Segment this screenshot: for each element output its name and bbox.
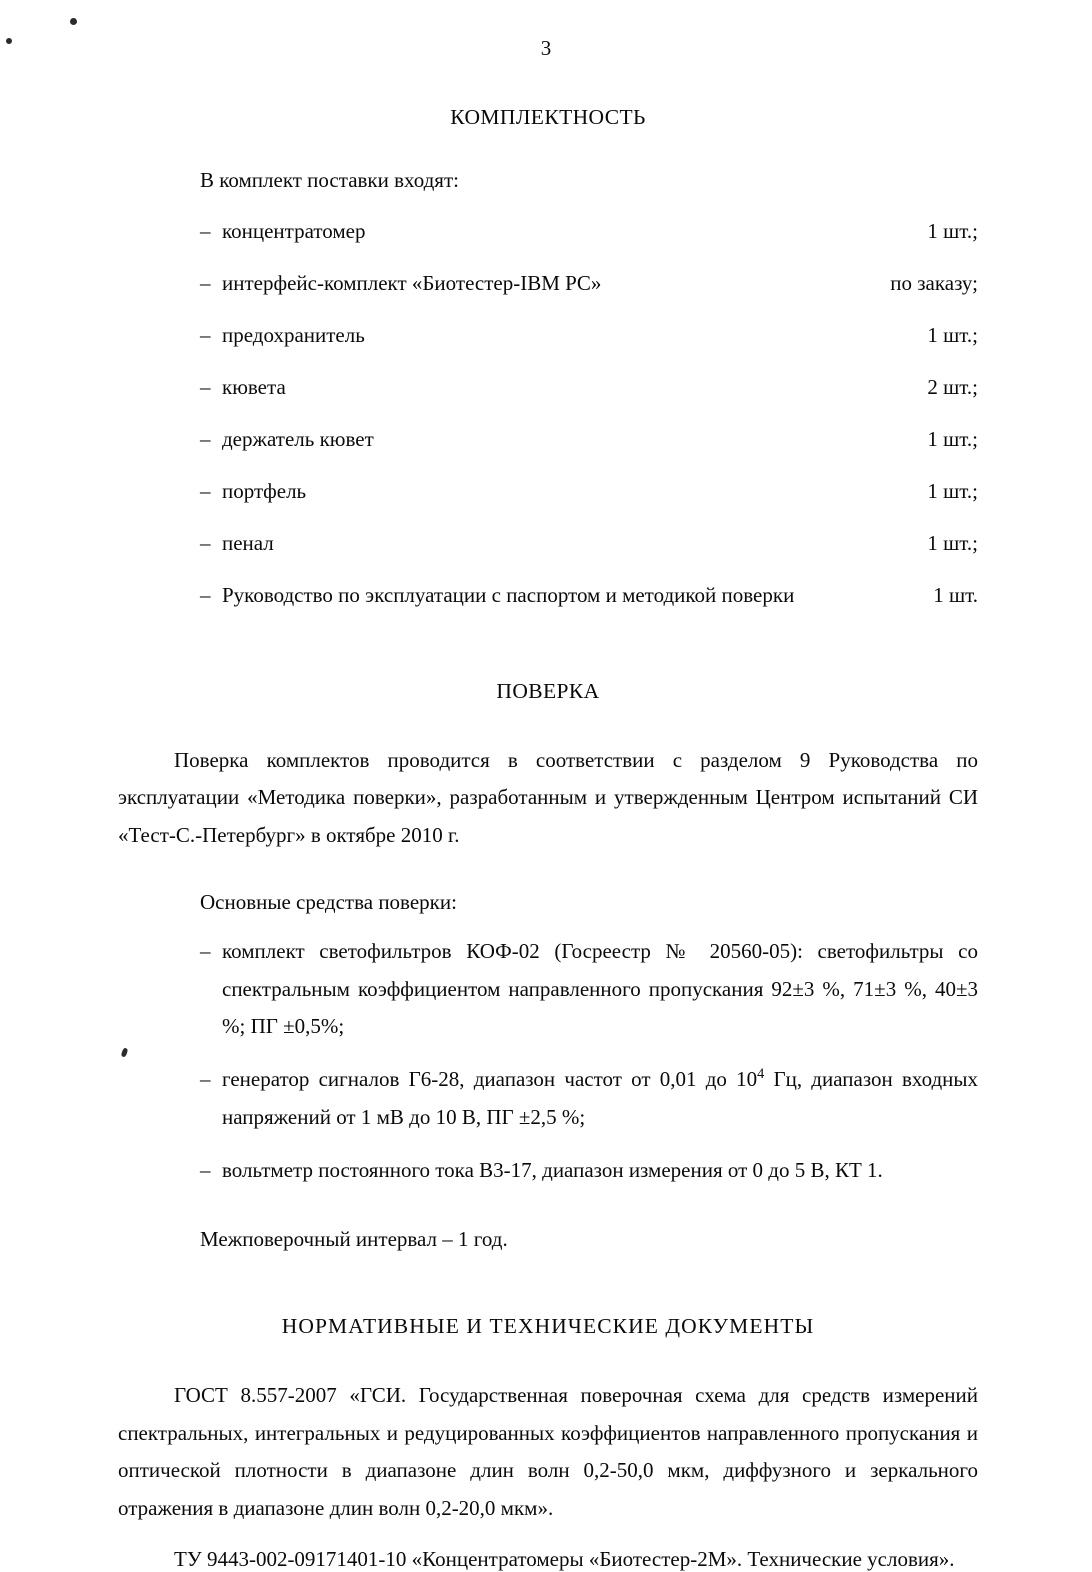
list-dash: – bbox=[200, 479, 211, 503]
list-item-quantity: 2 шт.; bbox=[927, 375, 978, 399]
list-dash: – bbox=[200, 323, 211, 347]
list-item bbox=[118, 583, 978, 608]
list-item-label: предохранитель bbox=[222, 323, 365, 347]
verification-interval: Межповерочный интервал – 1 год. bbox=[200, 1227, 508, 1252]
spacer bbox=[118, 868, 978, 890]
section-title-documents: НОРМАТИВНЫЕ И ТЕХНИЧЕСКИЕ ДОКУМЕНТЫ bbox=[281, 1314, 815, 1339]
list-item-text-main: комплект светофильтров КОФ-02 (Госреестр № 20560-05): светофильтры со спектральным коэффициентом направленного пропускания 92±3 %, 71±3 %, 40±3 %; ПГ ±0,5%; bbox=[222, 939, 978, 1038]
kit-list bbox=[118, 219, 978, 608]
list-item-quantity: 1 шт.; bbox=[927, 531, 978, 555]
list-item-text bbox=[222, 1061, 978, 1136]
verification-means-list bbox=[118, 933, 978, 1189]
list-dash: – bbox=[200, 219, 211, 243]
list-item-quantity: 1 шт.; bbox=[927, 427, 978, 451]
section-title-verification: ПОВЕРКА bbox=[496, 679, 600, 703]
list-item-label: концентратомер bbox=[222, 219, 366, 243]
list-item bbox=[118, 219, 978, 244]
list-item-quantity: по заказу; bbox=[890, 271, 978, 295]
list-item bbox=[118, 375, 978, 400]
page-content bbox=[118, 105, 978, 1572]
list-item-label: кювета bbox=[222, 375, 286, 399]
list-item-text-superscript: 4 bbox=[757, 1066, 765, 1083]
list-dash: – bbox=[200, 583, 211, 607]
list-dash: – bbox=[200, 531, 211, 555]
list-item bbox=[118, 933, 978, 1045]
documents-paragraph-gost: ГОСТ 8.557-2007 «ГСИ. Государственная поверочная схема для средств измерений спектральных, интегральных и редуцированных коэффициентов направленного пропускания и оптической плотности в диапазоне длин волн 0,2-50,0 мкм, диффузного и зеркального отражения в диапазоне длин волн 0,2-20,0 мкм». bbox=[118, 1383, 978, 1520]
list-item-text bbox=[222, 933, 978, 1045]
list-item bbox=[118, 427, 978, 452]
page-number: 3 bbox=[540, 36, 552, 60]
list-item bbox=[118, 1152, 978, 1189]
verification-paragraph: Поверка комплектов проводится в соответствии с разделом 9 Руководства по эксплуатации «Методика поверки», разработанным и утвержденным Центром испытаний СИ «Тест-С.-Петербург» в октябре 2010 г. bbox=[118, 748, 978, 847]
spacer bbox=[118, 1270, 978, 1314]
list-item bbox=[118, 271, 978, 296]
kit-lead-text: В комплект поставки входят: bbox=[200, 168, 459, 192]
list-item-label: держатель кювет bbox=[222, 427, 374, 451]
spacer bbox=[118, 635, 978, 679]
list-dash: – bbox=[200, 375, 211, 399]
list-dash: – bbox=[200, 939, 211, 964]
list-item-text-main: генератор сигналов Г6-28, диапазон частот от 0,01 до 10 bbox=[222, 1067, 758, 1092]
list-item-label: пенал bbox=[222, 531, 274, 555]
list-dash: – bbox=[200, 1158, 211, 1182]
list-dash: – bbox=[200, 427, 211, 451]
list-item-quantity: 1 шт. bbox=[933, 583, 978, 607]
list-dash: – bbox=[200, 271, 211, 295]
documents-paragraph-tu: ТУ 9443-002-09171401-10 «Концентратомеры «Биотестер-2М». Технические условия». bbox=[174, 1546, 955, 1571]
list-item-text-tail: Гц, диапазон входных напряжений от 1 мВ до 10 В, ПГ ±2,5 %; bbox=[222, 1067, 978, 1129]
list-item bbox=[118, 531, 978, 556]
list-item-quantity: 1 шт.; bbox=[927, 323, 978, 347]
list-item bbox=[118, 323, 978, 348]
list-item-quantity: 1 шт.; bbox=[927, 479, 978, 503]
spacer bbox=[118, 1205, 978, 1227]
list-item bbox=[118, 1061, 978, 1136]
list-item-text bbox=[222, 1152, 978, 1189]
scan-speck bbox=[70, 18, 77, 25]
list-item-quantity: 1 шт.; bbox=[927, 219, 978, 243]
list-item-label: Руководство по эксплуатации с паспортом и методикой поверки bbox=[222, 583, 795, 607]
list-item-label: портфель bbox=[222, 479, 307, 503]
list-item-label: интерфейс-комплект «Биотестер-IBM PC» bbox=[222, 271, 602, 295]
verification-means-lead: Основные средства поверки: bbox=[200, 890, 457, 915]
list-dash: – bbox=[200, 1067, 211, 1092]
section-title-kit: КОМПЛЕКТНОСТЬ bbox=[450, 105, 646, 129]
list-item bbox=[118, 479, 978, 504]
list-item-text-main: вольтметр постоянного тока В3-17, диапазон измерения от 0 до 5 В, КТ 1. bbox=[222, 1158, 883, 1182]
